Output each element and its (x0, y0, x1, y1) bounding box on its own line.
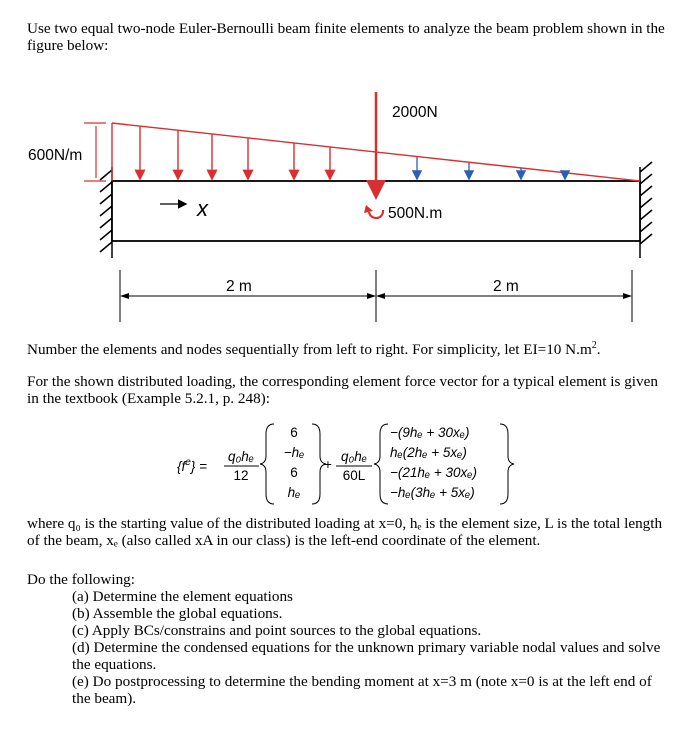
number-text (27, 337, 672, 358)
number-text-end: . (596, 341, 601, 359)
vec1-entry: 6 (290, 465, 298, 480)
task-item: (e) Do postprocessing to determine the bending moment at x=3 m (note x=0 is at the left end of the beam). (72, 673, 652, 707)
task-item: (c) Apply BCs/constrains and point sources to the global equations. (72, 622, 482, 639)
eq-lhs: $\{f^e\}$ = (177, 457, 207, 474)
vec2-entry: hₑ(2hₑ + 5xₑ) (390, 445, 467, 460)
vec2-entry: −(9hₑ + 30xₑ) (390, 425, 470, 440)
vec2-left-brace (374, 424, 388, 504)
task-list (72, 588, 672, 707)
task-item: (b) Assemble the global equations. (72, 605, 283, 622)
dist-load-label: 600N/m (28, 147, 83, 164)
task-item: (a) Determine the element equations (72, 588, 293, 605)
intro-text: Use two equal two-node Euler-Bernoulli beam finite elements to analyze the beam problem shown in the figure below: (27, 20, 665, 54)
where-text: where q₀ is the starting value of the distributed loading at x=0, hₑ is the element size, L is the total length of the beam, xₑ (also called xA in our class) is the left-end coordinate of the element. (27, 515, 663, 549)
force-vector-equation (0, 418, 688, 508)
load-magnitude-marker (84, 123, 106, 181)
vec2-entry: −(21hₑ + 30xₑ) (390, 465, 478, 480)
vec2-entry: −hₑ(3hₑ + 5xₑ) (390, 485, 475, 500)
beam-figure (0, 0, 688, 330)
right-fixed-support (640, 162, 652, 258)
loading-text: For the shown distributed loading, the corresponding element force vector for a typical element is given in the textbook (Example 5.2.1, p. 248): (27, 373, 658, 407)
do-heading: Do the following: (27, 571, 135, 588)
x-axis-label: x (197, 196, 208, 221)
task-item: (d) Determine the condensed equations for the unknown primary variable nodal values and solve the equations. (72, 639, 661, 673)
point-force-label: 2000N (392, 104, 438, 121)
vec1-entry: −hₑ (283, 445, 305, 460)
number-text-sup: 2 (591, 340, 597, 351)
dim-left-label: 2 m (226, 278, 252, 295)
frac1-num: q₀hₑ (228, 449, 254, 464)
vec1-left-brace (260, 424, 274, 504)
frac2-num: q₀hₑ (341, 449, 367, 464)
number-text-main: Number the elements and nodes sequentially from left to right. For simplicity, let EI=10 N.m (27, 341, 592, 359)
vec1-entry: hₑ (287, 485, 301, 500)
distributed-load-right (417, 157, 565, 178)
vec1-entry: 6 (290, 425, 298, 440)
frac2-den: 60L (342, 468, 366, 483)
dim-right-label: 2 m (493, 278, 519, 295)
vec2-right-brace (500, 424, 514, 504)
moment-label: 500N.m (388, 205, 443, 222)
frac1-den: 12 (233, 468, 249, 483)
eq-plus: + (324, 457, 332, 472)
